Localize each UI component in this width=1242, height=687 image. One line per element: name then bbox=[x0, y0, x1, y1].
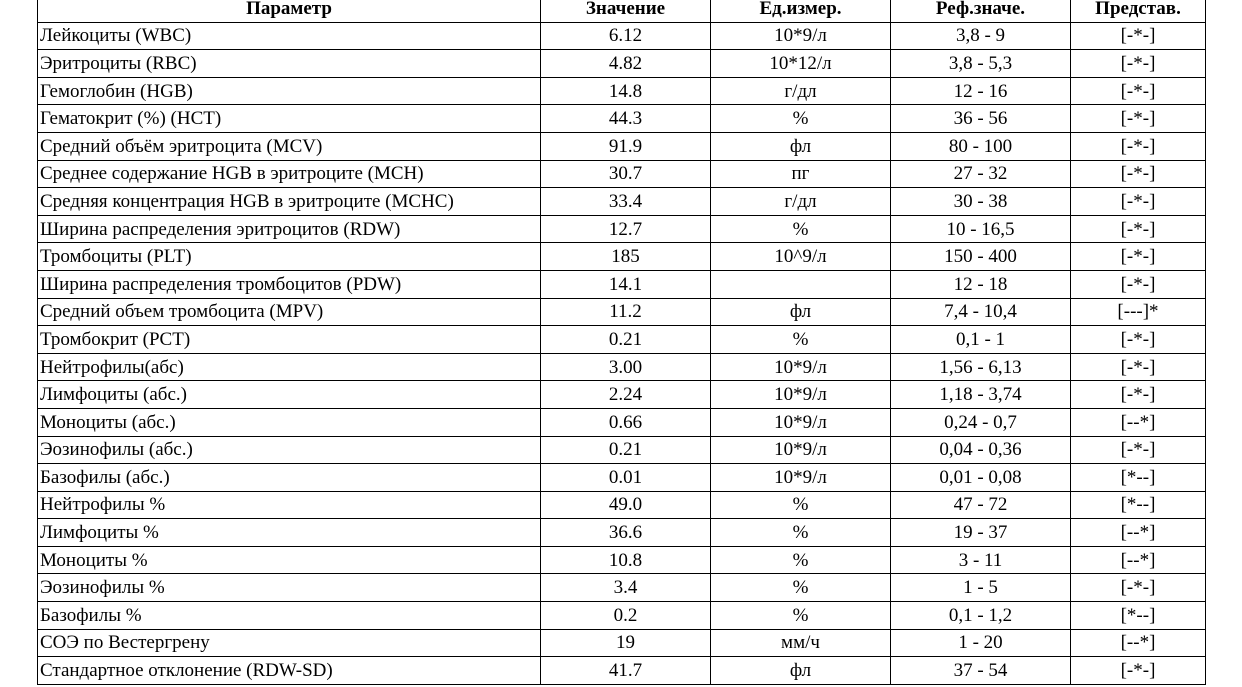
table-row bbox=[38, 574, 1206, 602]
cell-unit: 10*9/л bbox=[711, 22, 891, 50]
cell-unit: % bbox=[711, 546, 891, 574]
cell-value: 33.4 bbox=[541, 188, 711, 216]
cell-unit: 10*9/л bbox=[711, 381, 891, 409]
cell-unit: пг bbox=[711, 160, 891, 188]
cell-reference: 12 - 16 bbox=[891, 77, 1071, 105]
cell-unit: 10*9/л bbox=[711, 353, 891, 381]
cell-value: 0.2 bbox=[541, 602, 711, 630]
cell-parameter: Средняя концентрация HGB в эритроците (MCHC) bbox=[38, 188, 541, 216]
table-row bbox=[38, 326, 1206, 354]
cell-reference: 1,18 - 3,74 bbox=[891, 381, 1071, 409]
cell-reference: 36 - 56 bbox=[891, 105, 1071, 133]
cell-unit: г/дл bbox=[711, 188, 891, 216]
table-row bbox=[38, 50, 1206, 78]
cell-reference: 80 - 100 bbox=[891, 132, 1071, 160]
cell-presentation: [--*] bbox=[1071, 546, 1206, 574]
cell-presentation: [-*-] bbox=[1071, 243, 1206, 271]
cell-reference: 0,1 - 1 bbox=[891, 326, 1071, 354]
cell-value: 4.82 bbox=[541, 50, 711, 78]
cell-parameter: Моноциты % bbox=[38, 546, 541, 574]
cell-presentation: [-*-] bbox=[1071, 381, 1206, 409]
cell-parameter: Нейтрофилы(абс) bbox=[38, 353, 541, 381]
cell-unit: фл bbox=[711, 132, 891, 160]
cell-unit: 10*9/л bbox=[711, 408, 891, 436]
table-row bbox=[38, 546, 1206, 574]
cell-parameter: Лейкоциты (WBC) bbox=[38, 22, 541, 50]
cell-reference: 1 - 5 bbox=[891, 574, 1071, 602]
cell-reference: 37 - 54 bbox=[891, 657, 1071, 685]
cell-presentation: [*--] bbox=[1071, 491, 1206, 519]
cell-presentation: [-*-] bbox=[1071, 270, 1206, 298]
cell-presentation: [-*-] bbox=[1071, 105, 1206, 133]
table-row bbox=[38, 298, 1206, 326]
cell-value: 41.7 bbox=[541, 657, 711, 685]
cell-value: 91.9 bbox=[541, 132, 711, 160]
cell-presentation: [-*-] bbox=[1071, 215, 1206, 243]
cell-unit: 10*9/л bbox=[711, 464, 891, 492]
cell-value: 3.00 bbox=[541, 353, 711, 381]
cell-unit: % bbox=[711, 215, 891, 243]
table-row bbox=[38, 77, 1206, 105]
cell-value: 12.7 bbox=[541, 215, 711, 243]
cell-parameter: Тромбоциты (PLT) bbox=[38, 243, 541, 271]
table-row bbox=[38, 381, 1206, 409]
cell-reference: 1 - 20 bbox=[891, 629, 1071, 657]
cell-parameter: Среднее содержание HGB в эритроците (MCH) bbox=[38, 160, 541, 188]
cell-reference: 12 - 18 bbox=[891, 270, 1071, 298]
cell-parameter: Моноциты (абс.) bbox=[38, 408, 541, 436]
cell-unit: фл bbox=[711, 657, 891, 685]
cell-parameter: Базофилы (абс.) bbox=[38, 464, 541, 492]
cell-parameter: Ширина распределения тромбоцитов (PDW) bbox=[38, 270, 541, 298]
table-row bbox=[38, 215, 1206, 243]
cell-unit: % bbox=[711, 519, 891, 547]
cell-unit: г/дл bbox=[711, 77, 891, 105]
table-row bbox=[38, 491, 1206, 519]
cell-presentation: [-*-] bbox=[1071, 436, 1206, 464]
cell-value: 11.2 bbox=[541, 298, 711, 326]
cell-presentation: [--*] bbox=[1071, 408, 1206, 436]
table-row bbox=[38, 519, 1206, 547]
cell-value: 19 bbox=[541, 629, 711, 657]
cell-value: 30.7 bbox=[541, 160, 711, 188]
cell-unit: фл bbox=[711, 298, 891, 326]
cell-value: 14.1 bbox=[541, 270, 711, 298]
cell-parameter: Ширина распределения эритроцитов (RDW) bbox=[38, 215, 541, 243]
cell-presentation: [-*-] bbox=[1071, 22, 1206, 50]
cell-unit: % bbox=[711, 491, 891, 519]
header-parameter: Параметр bbox=[38, 0, 541, 22]
cell-presentation: [*--] bbox=[1071, 464, 1206, 492]
cell-reference: 3,8 - 9 bbox=[891, 22, 1071, 50]
header-unit: Ед.измер. bbox=[711, 0, 891, 22]
cell-value: 3.4 bbox=[541, 574, 711, 602]
cell-value: 0.21 bbox=[541, 326, 711, 354]
cell-unit bbox=[711, 270, 891, 298]
cell-reference: 27 - 32 bbox=[891, 160, 1071, 188]
table-row bbox=[38, 436, 1206, 464]
cell-presentation: [-*-] bbox=[1071, 188, 1206, 216]
cell-reference: 3,8 - 5,3 bbox=[891, 50, 1071, 78]
cell-presentation: [-*-] bbox=[1071, 326, 1206, 354]
cell-value: 6.12 bbox=[541, 22, 711, 50]
cell-parameter: Эозинофилы % bbox=[38, 574, 541, 602]
table-row bbox=[38, 657, 1206, 685]
lab-results-table bbox=[37, 0, 1206, 685]
cell-value: 44.3 bbox=[541, 105, 711, 133]
table-row bbox=[38, 132, 1206, 160]
cell-presentation: [-*-] bbox=[1071, 574, 1206, 602]
table-row bbox=[38, 408, 1206, 436]
table-row bbox=[38, 243, 1206, 271]
cell-presentation: [---]* bbox=[1071, 298, 1206, 326]
cell-reference: 3 - 11 bbox=[891, 546, 1071, 574]
cell-value: 36.6 bbox=[541, 519, 711, 547]
table-row bbox=[38, 464, 1206, 492]
cell-unit: 10*9/л bbox=[711, 436, 891, 464]
cell-parameter: Лимфоциты % bbox=[38, 519, 541, 547]
cell-value: 49.0 bbox=[541, 491, 711, 519]
table-row bbox=[38, 188, 1206, 216]
cell-parameter: Тромбокрит (PCT) bbox=[38, 326, 541, 354]
cell-reference: 150 - 400 bbox=[891, 243, 1071, 271]
header-value: Значение bbox=[541, 0, 711, 22]
cell-parameter: Гемоглобин (HGB) bbox=[38, 77, 541, 105]
cell-reference: 0,01 - 0,08 bbox=[891, 464, 1071, 492]
cell-unit: 10*12/л bbox=[711, 50, 891, 78]
cell-reference: 19 - 37 bbox=[891, 519, 1071, 547]
cell-parameter: Средний объём эритроцита (MCV) bbox=[38, 132, 541, 160]
cell-presentation: [-*-] bbox=[1071, 160, 1206, 188]
cell-unit: % bbox=[711, 602, 891, 630]
header-presentation: Представ. bbox=[1071, 0, 1206, 22]
header-row bbox=[38, 0, 1206, 22]
cell-parameter: Базофилы % bbox=[38, 602, 541, 630]
cell-reference: 47 - 72 bbox=[891, 491, 1071, 519]
cell-parameter: Эритроциты (RBC) bbox=[38, 50, 541, 78]
cell-value: 185 bbox=[541, 243, 711, 271]
cell-parameter: Эозинофилы (абс.) bbox=[38, 436, 541, 464]
cell-presentation: [-*-] bbox=[1071, 353, 1206, 381]
cell-value: 0.66 bbox=[541, 408, 711, 436]
cell-unit: 10^9/л bbox=[711, 243, 891, 271]
cell-reference: 30 - 38 bbox=[891, 188, 1071, 216]
cell-parameter: Стандартное отклонение (RDW-SD) bbox=[38, 657, 541, 685]
cell-unit: % bbox=[711, 105, 891, 133]
cell-parameter: Лимфоциты (абс.) bbox=[38, 381, 541, 409]
cell-presentation: [--*] bbox=[1071, 519, 1206, 547]
cell-presentation: [-*-] bbox=[1071, 77, 1206, 105]
cell-value: 0.21 bbox=[541, 436, 711, 464]
cell-value: 10.8 bbox=[541, 546, 711, 574]
cell-presentation: [-*-] bbox=[1071, 657, 1206, 685]
table-row bbox=[38, 602, 1206, 630]
table-body bbox=[38, 22, 1206, 684]
cell-parameter: СОЭ по Вестергрену bbox=[38, 629, 541, 657]
table-row bbox=[38, 160, 1206, 188]
cell-reference: 0,04 - 0,36 bbox=[891, 436, 1071, 464]
cell-reference: 10 - 16,5 bbox=[891, 215, 1071, 243]
table-row bbox=[38, 270, 1206, 298]
cell-unit: мм/ч bbox=[711, 629, 891, 657]
cell-reference: 0,24 - 0,7 bbox=[891, 408, 1071, 436]
cell-reference: 0,1 - 1,2 bbox=[891, 602, 1071, 630]
table-row bbox=[38, 22, 1206, 50]
table-row bbox=[38, 353, 1206, 381]
cell-presentation: [-*-] bbox=[1071, 50, 1206, 78]
cell-value: 14.8 bbox=[541, 77, 711, 105]
table-row bbox=[38, 105, 1206, 133]
cell-reference: 7,4 - 10,4 bbox=[891, 298, 1071, 326]
cell-unit: % bbox=[711, 326, 891, 354]
cell-value: 0.01 bbox=[541, 464, 711, 492]
cell-parameter: Нейтрофилы % bbox=[38, 491, 541, 519]
cell-reference: 1,56 - 6,13 bbox=[891, 353, 1071, 381]
cell-parameter: Средний объем тромбоцита (MPV) bbox=[38, 298, 541, 326]
cell-unit: % bbox=[711, 574, 891, 602]
cell-value: 2.24 bbox=[541, 381, 711, 409]
table-row bbox=[38, 629, 1206, 657]
cell-presentation: [--*] bbox=[1071, 629, 1206, 657]
cell-presentation: [-*-] bbox=[1071, 132, 1206, 160]
cell-presentation: [*--] bbox=[1071, 602, 1206, 630]
header-reference: Реф.значе. bbox=[891, 0, 1071, 22]
cell-parameter: Гематокрит (%) (HCT) bbox=[38, 105, 541, 133]
